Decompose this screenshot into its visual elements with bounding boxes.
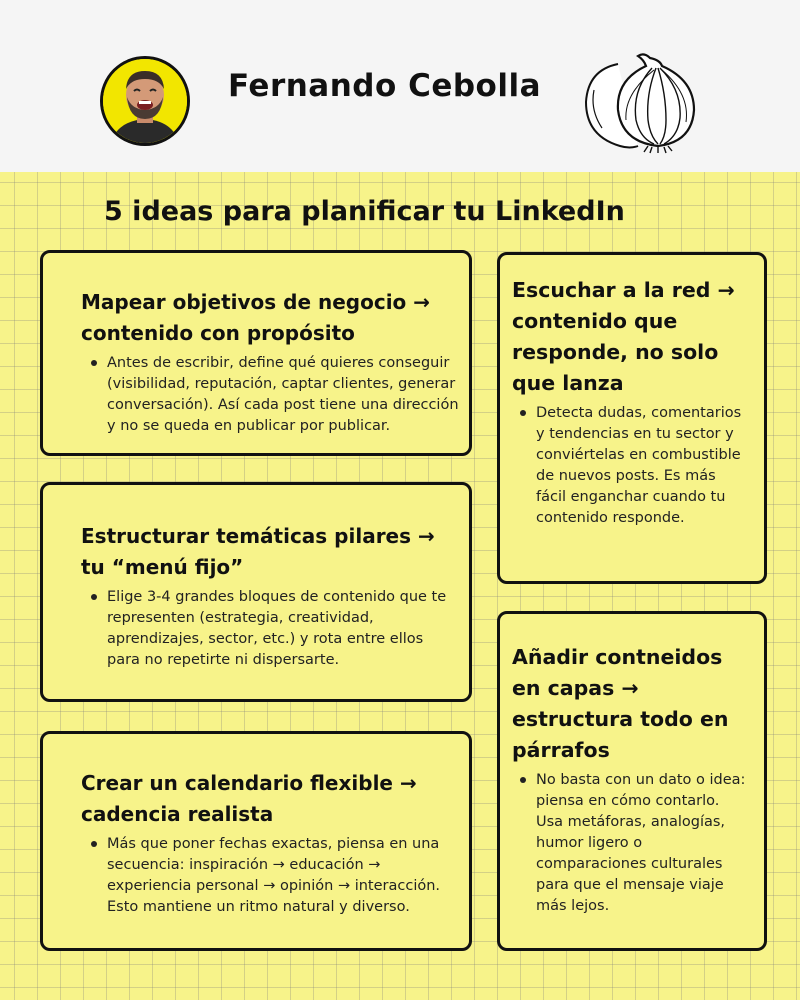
author-name: Fernando Cebolla bbox=[228, 68, 542, 104]
idea-card-text: No basta con un dato o idea: piensa en cómo contarlo. Usa metáforas, analogías, humor ligero o comparaciones culturales para que el mensaje viaje más lejos. bbox=[512, 770, 750, 917]
idea-card-text: Elige 3-4 grandes bloques de contenido que te representen (estrategia, creatividad, aprendizajes, sector, etc.) y rota entre ellos para no repetirte ni dispersarte. bbox=[81, 587, 459, 671]
idea-card-list bbox=[512, 770, 750, 917]
avatar-photo-icon bbox=[103, 59, 187, 143]
idea-card-5 bbox=[497, 611, 767, 951]
idea-card-title: Crear un calendario flexible → cadencia realista bbox=[81, 771, 417, 826]
idea-card-text: Más que poner fechas exactas, piensa en una secuencia: inspiración → educación → experiencia personal → opinión → interacción. Esto mantiene un ritmo natural y diverso. bbox=[81, 834, 459, 918]
idea-card-text: Detecta dudas, comentarios y tendencias en tu sector y conviértelas en combustible de nuevos posts. Es más fácil enganchar cuando tu contenido responde. bbox=[512, 403, 750, 529]
idea-card-title: Mapear objetivos de negocio → contenido con propósito bbox=[81, 290, 431, 345]
idea-card-title: Escuchar a la red → contenido que responde, no solo que lanza bbox=[512, 278, 735, 395]
onion-icon bbox=[580, 50, 700, 154]
idea-card-4 bbox=[497, 252, 767, 584]
idea-card-3 bbox=[40, 731, 472, 951]
idea-card-text: Antes de escribir, define qué quieres conseguir (visibilidad, reputación, captar clientes, generar conversación). Así cada post tiene una dirección y no se queda en publicar por publicar. bbox=[81, 353, 459, 437]
idea-card-list bbox=[512, 403, 750, 529]
idea-card-2 bbox=[40, 482, 472, 702]
avatar bbox=[100, 56, 190, 146]
idea-card-list bbox=[81, 353, 459, 437]
main-title: 5 ideas para planificar tu LinkedIn bbox=[104, 196, 625, 227]
idea-card-title: Estructurar temáticas pilares → tu “menú fijo” bbox=[81, 524, 435, 579]
idea-card-1 bbox=[40, 250, 472, 456]
idea-card-title: Añadir contneidos en capas → estructura todo en párrafos bbox=[512, 645, 729, 762]
idea-card-list bbox=[81, 587, 459, 671]
header bbox=[0, 0, 800, 172]
idea-card-list bbox=[81, 834, 459, 918]
